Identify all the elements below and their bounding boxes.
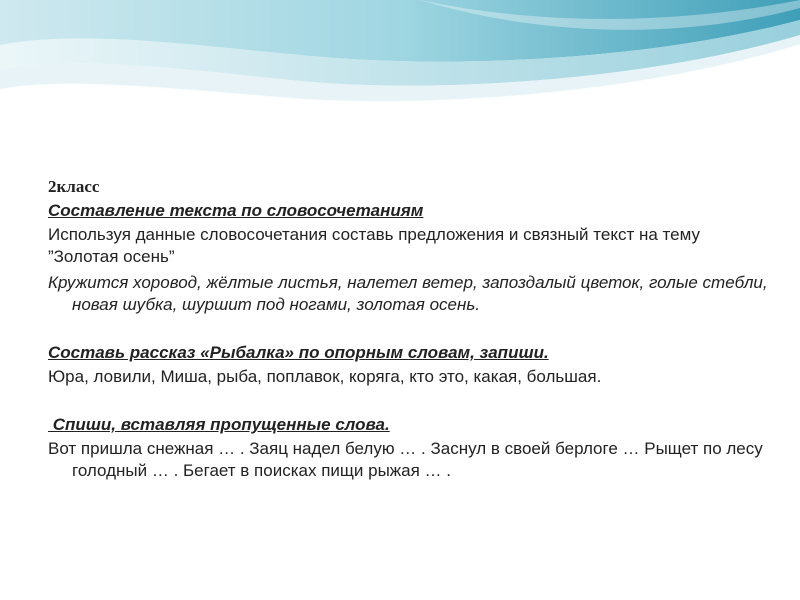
grade-label: 2класс: [48, 177, 100, 196]
section1-heading: Составление текста по словосочетаниям: [48, 201, 424, 220]
section2-heading: Составь рассказ «Рыбалка» по опорным словам, запиши.: [48, 343, 549, 362]
section1-instruction: Используя данные словосочетания составь предложения и связный текст на тему: [48, 225, 700, 244]
spacer: [48, 316, 768, 338]
section2-word-list: Юра, ловили, Миша, рыба, поплавок, коряга, кто это, какая, большая.: [48, 367, 602, 386]
section3-text: Вот пришла снежная … . Заяц надел белую … . Заснул в своей берлоге … Рыщет по лесу голодный … . Бегает в поисках пищи рыжая … .: [48, 439, 763, 480]
section1-topic: ”Золотая осень”: [48, 247, 175, 266]
section3-heading: Спиши, вставляя пропущенные слова.: [48, 415, 390, 434]
slide-content: [48, 176, 768, 482]
spacer: [48, 388, 768, 410]
header-wave-decoration: [0, 0, 800, 140]
section1-word-list: Кружится хоровод, жёлтые листья, налетел ветер, запоздалый цветок, голые стебли, новая шубка, шуршит под ногами, золотая осень.: [48, 273, 768, 314]
